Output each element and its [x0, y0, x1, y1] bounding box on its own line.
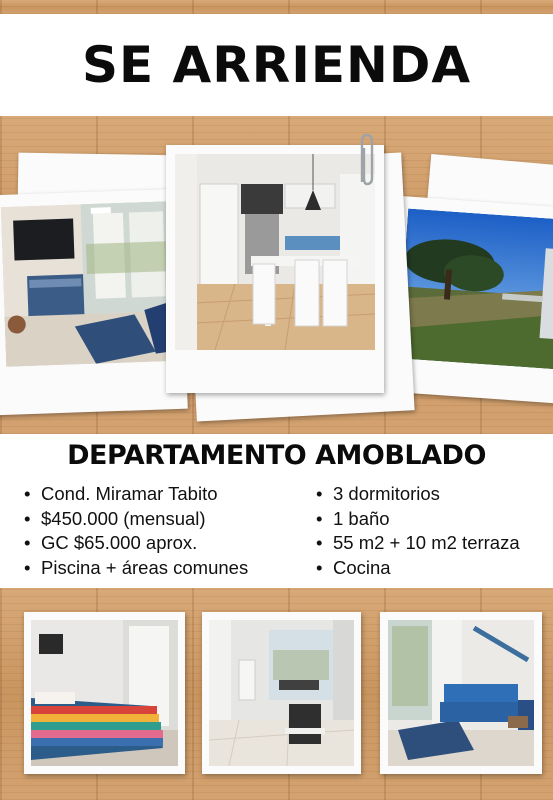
- list-item: [316, 482, 520, 507]
- kitchen-dining-photo: [175, 154, 375, 350]
- bullet: •: [316, 483, 323, 504]
- paper-clip-icon: [356, 132, 378, 190]
- bullet: •: [24, 507, 31, 529]
- feature-text: GC $65.000 aprox.: [41, 532, 198, 553]
- list-item: [24, 531, 248, 556]
- header-banner: [0, 14, 553, 116]
- feature-text: Cocina: [333, 556, 391, 578]
- feature-text: Piscina + áreas comunes: [41, 556, 249, 578]
- bullet: •: [24, 483, 31, 504]
- feature-text: 55 m2 + 10 m2 terraza: [333, 532, 520, 553]
- polaroid-living-room: [0, 189, 188, 416]
- living-room-2-photo: [388, 620, 534, 766]
- info-section: [0, 434, 553, 588]
- bedroom-photo: [31, 620, 178, 766]
- bullet: •: [316, 556, 323, 578]
- section-title: DEPARTAMENTO AMOBLADO: [67, 440, 486, 471]
- bullet: •: [316, 532, 323, 553]
- polaroid-bedroom: [24, 612, 185, 774]
- list-item: [24, 507, 248, 532]
- polaroid-kitchen-dining: [166, 145, 384, 393]
- list-item: [24, 556, 248, 581]
- bullet: •: [316, 507, 323, 529]
- wood-texture-top: [0, 0, 553, 14]
- list-item: [24, 482, 248, 507]
- bullet: •: [24, 532, 31, 553]
- feature-text: Cond. Miramar Tabito: [41, 483, 218, 504]
- feature-text: 3 dormitorios: [333, 483, 440, 504]
- list-item: [316, 531, 520, 556]
- features-list-right: [316, 482, 520, 580]
- terrace-photo: [209, 620, 354, 766]
- list-item: [316, 507, 520, 532]
- polaroid-living-room-2: [380, 612, 542, 774]
- polaroid-terrace: [202, 612, 361, 774]
- feature-text: $450.000 (mensual): [41, 507, 206, 529]
- garden-view-photo: [398, 209, 553, 370]
- features-list-left: [24, 482, 248, 580]
- bullet: •: [24, 556, 31, 578]
- living-room-photo: [1, 201, 174, 367]
- main-title: SE ARRIENDA: [81, 36, 472, 94]
- feature-text: 1 baño: [333, 507, 390, 529]
- list-item: [316, 556, 520, 581]
